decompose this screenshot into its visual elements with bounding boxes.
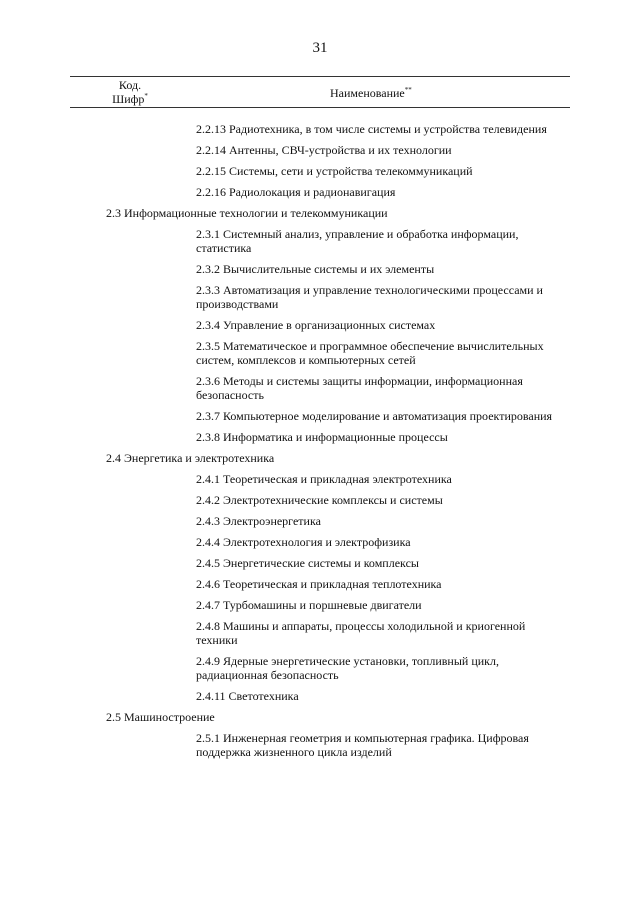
footnote-mark-code: *	[144, 92, 148, 100]
table-header-rule	[70, 107, 570, 108]
column-header-code	[80, 78, 180, 106]
group-heading: 2.5 Машиностроение	[106, 710, 215, 724]
specialty-item: 2.5.1 Инженерная геометрия и компьютерная графика. Цифровая поддержка жизненного цикла изделий	[196, 731, 529, 759]
specialty-item: 2.4.3 Электроэнергетика	[196, 514, 321, 528]
specialty-item: 2.4.2 Электротехнические комплексы и системы	[196, 493, 443, 507]
specialty-item: 2.3.4 Управление в организационных системах	[196, 318, 436, 332]
group-heading: 2.4 Энергетика и электротехника	[106, 451, 275, 465]
specialty-item: 2.3.3 Автоматизация и управление технологическими процессами и производствами	[196, 283, 543, 311]
specialty-item: 2.3.8 Информатика и информационные процессы	[196, 430, 448, 444]
specialty-item: 2.4.4 Электротехнология и электрофизика	[196, 535, 411, 549]
specialty-item: 2.4.6 Теоретическая и прикладная теплотехника	[196, 577, 442, 591]
specialty-item: 2.2.14 Антенны, СВЧ-устройства и их технологии	[196, 143, 452, 157]
column-header-code-line2: Шифр*	[112, 92, 148, 106]
footnote-mark-name: **	[404, 86, 412, 94]
group-heading: 2.3 Информационные технологии и телекоммуникации	[106, 206, 388, 220]
specialty-item: 2.4.7 Турбомашины и поршневые двигатели	[196, 598, 422, 612]
specialty-item: 2.4.1 Теоретическая и прикладная электротехника	[196, 472, 452, 486]
table-top-rule	[70, 76, 570, 77]
page-number: 31	[312, 40, 328, 56]
specialty-item: 2.2.13 Радиотехника, в том числе системы и устройства телевидения	[196, 122, 547, 136]
specialty-item: 2.2.15 Системы, сети и устройства телекоммуникаций	[196, 164, 473, 178]
specialty-item: 2.4.11 Светотехника	[196, 689, 299, 703]
specialty-item: 2.2.16 Радиолокация и радионавигация	[196, 185, 396, 199]
specialty-item: 2.4.8 Машины и аппараты, процессы холодильной и криогенной техники	[196, 619, 526, 647]
column-header-name: Наименование**	[330, 86, 412, 100]
specialty-item: 2.3.1 Системный анализ, управление и обработка информации, статистика	[196, 227, 519, 255]
specialty-item: 2.3.7 Компьютерное моделирование и автоматизация проектирования	[196, 409, 553, 423]
specialty-item: 2.4.5 Энергетические системы и комплексы	[196, 556, 419, 570]
specialty-item: 2.3.6 Методы и системы защиты информации, информационная безопасность	[196, 374, 523, 402]
column-header-code-line1: Код.	[118, 78, 142, 92]
specialty-item: 2.3.2 Вычислительные системы и их элементы	[196, 262, 435, 276]
specialty-item: 2.4.9 Ядерные энергетические установки, топливный цикл, радиационная безопасность	[196, 654, 499, 682]
specialty-list	[0, 122, 640, 766]
specialty-item: 2.3.5 Математическое и программное обеспечение вычислительных систем, комплексов и компьютерных сетей	[196, 339, 544, 367]
